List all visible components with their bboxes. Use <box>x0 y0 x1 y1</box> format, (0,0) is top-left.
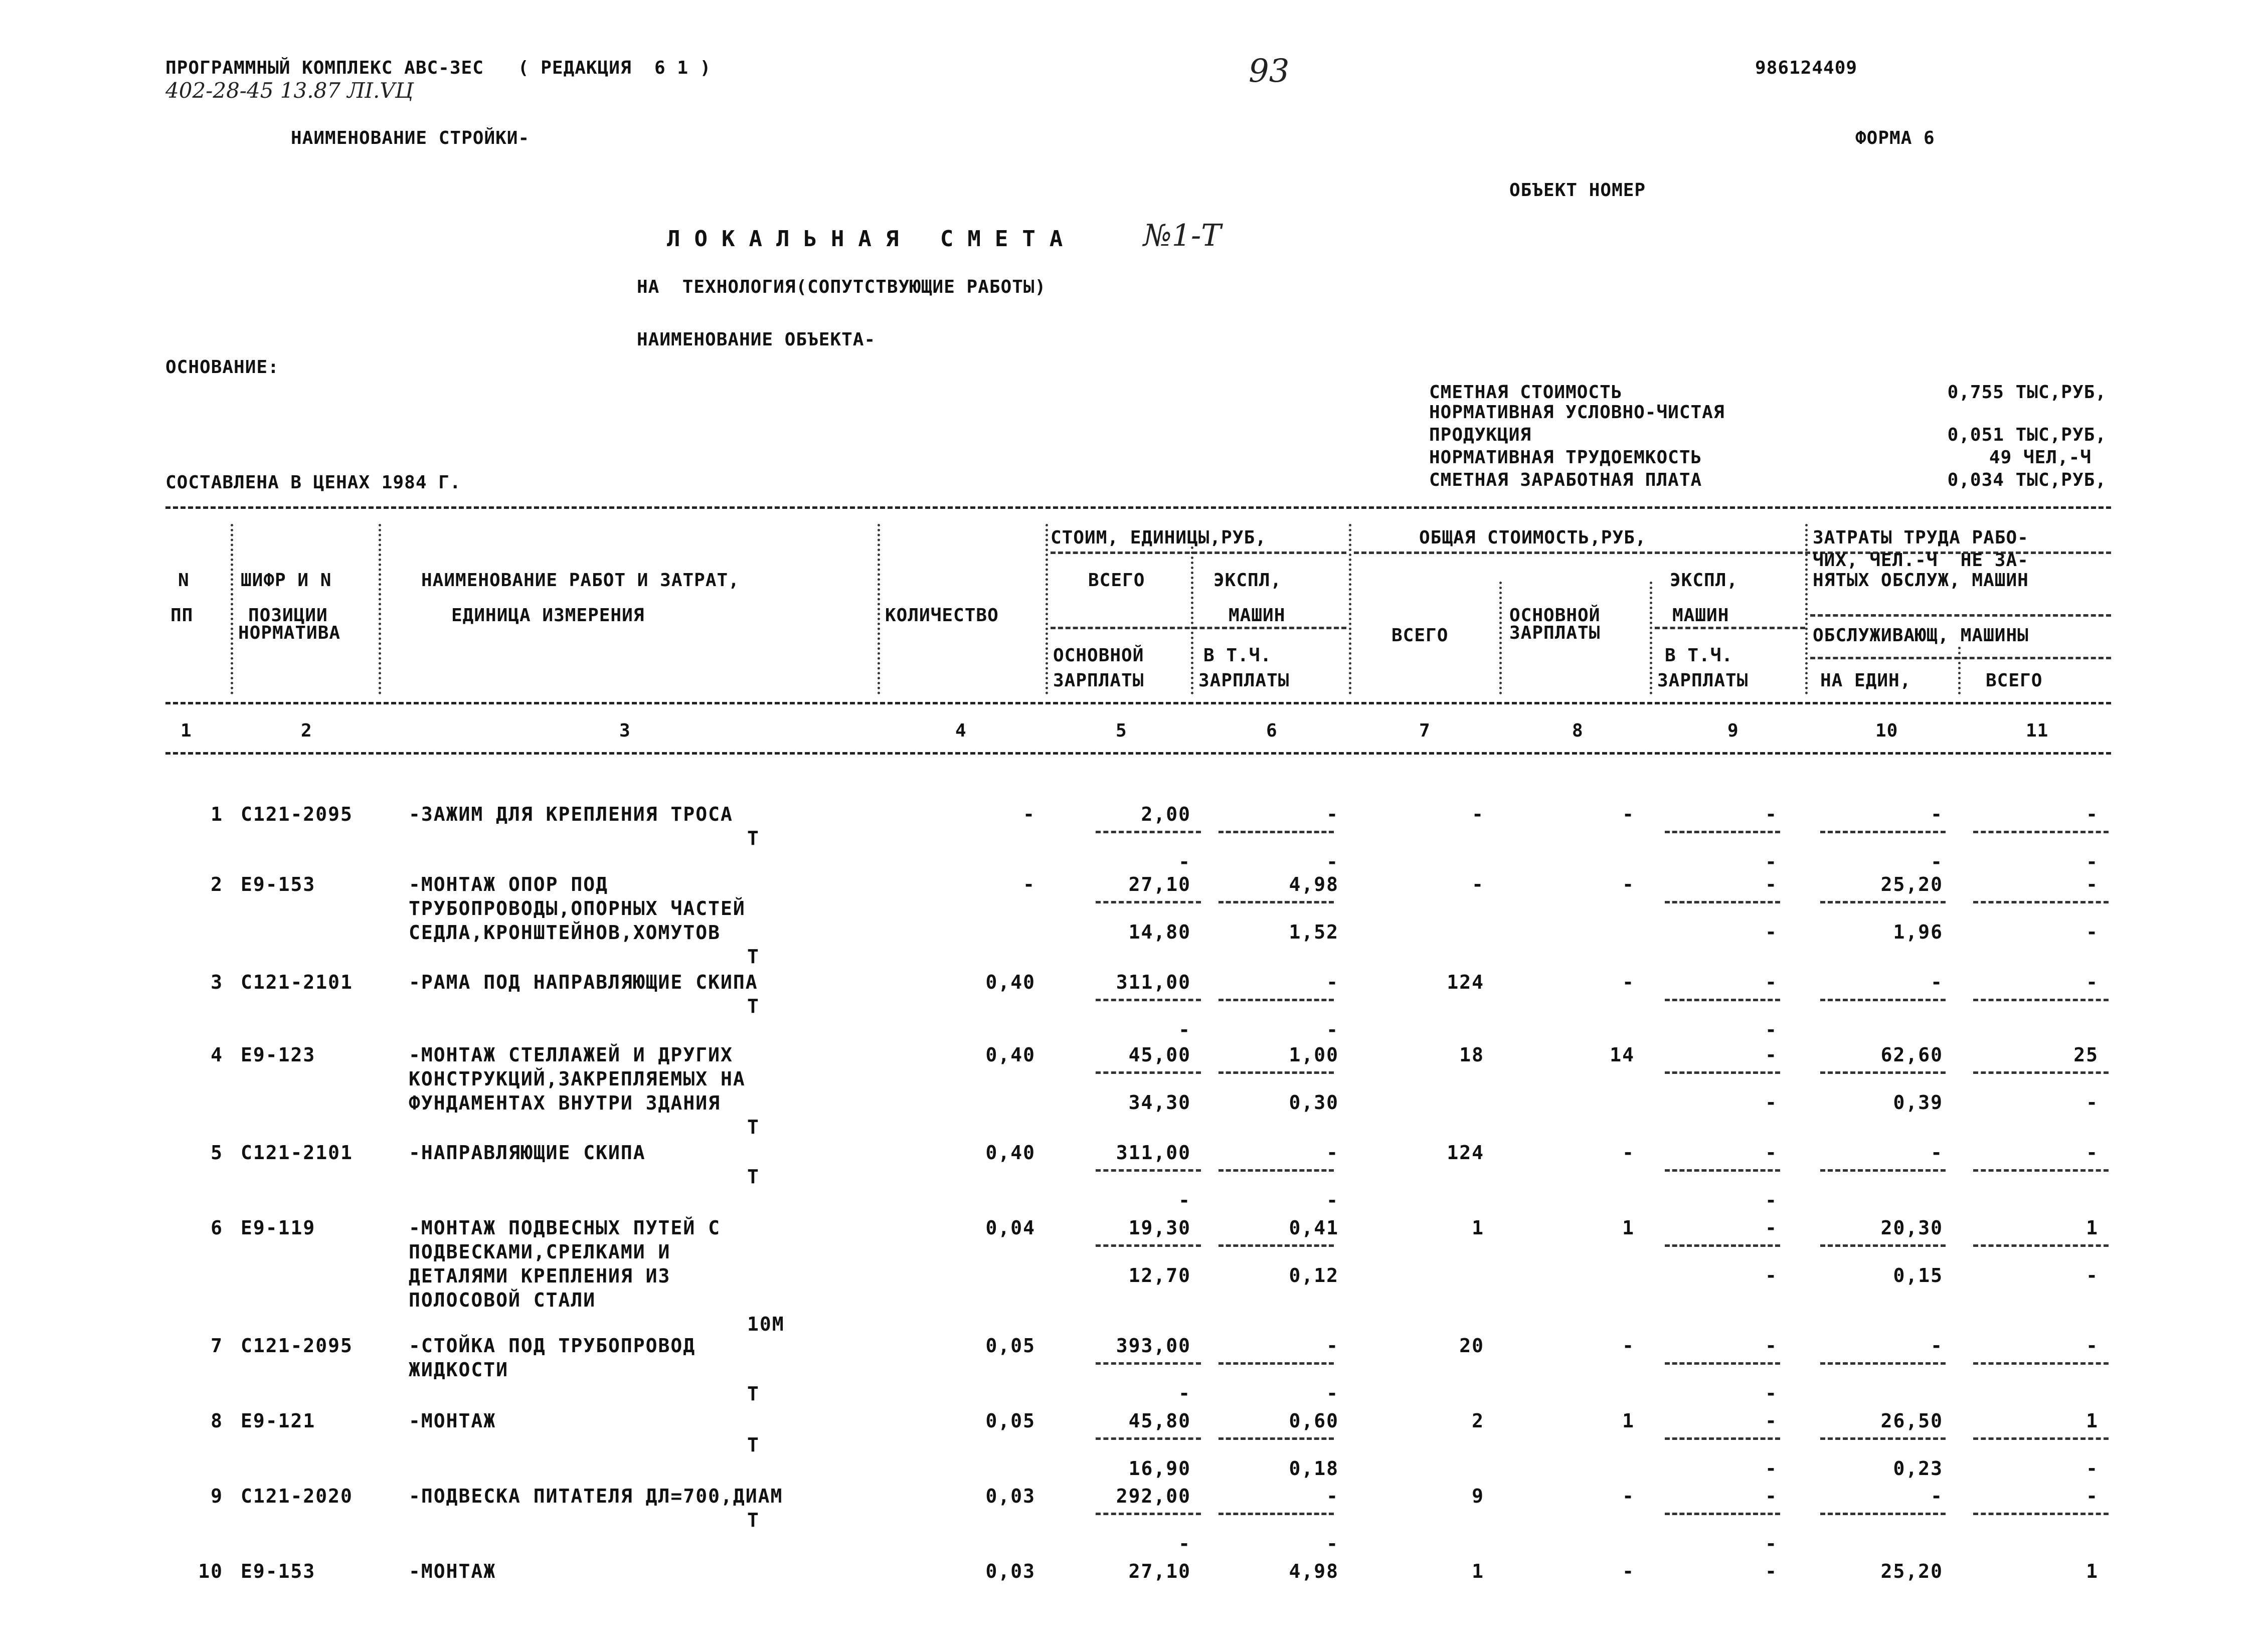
row-labor-unit: 25,20 <box>1880 873 1943 895</box>
row-unit-total: 19,30 <box>1128 1217 1191 1239</box>
row-labor-total-2: - <box>2086 921 2099 943</box>
row-unit-machines: 0,41 <box>1289 1217 1339 1239</box>
row-name-line: ЖИДКОСТИ <box>409 1359 509 1381</box>
row-code: Е9-119 <box>241 1217 316 1239</box>
cell-rule <box>1820 1513 1946 1515</box>
row-total: - <box>1472 803 1484 825</box>
row-labor-unit-2: - <box>1931 851 1943 873</box>
row-unit-machines: - <box>1326 803 1339 825</box>
row-number: 5 <box>211 1142 223 1164</box>
cell-rule <box>1973 1513 2109 1515</box>
prices-label: СОСТАВЛЕНА В ЦЕНАХ 1984 Г. <box>165 472 461 493</box>
row-unit-total: 45,00 <box>1128 1044 1191 1066</box>
row-unit-machines: - <box>1326 1142 1339 1164</box>
row-code: Е9-153 <box>241 873 316 895</box>
row-unit-total: 311,00 <box>1116 1142 1191 1164</box>
number-row-rule <box>165 752 2111 755</box>
col789-group-header: ОБЩАЯ СТОИМОСТЬ,РУБ, <box>1419 527 1647 548</box>
row-unit-total: 27,10 <box>1128 1560 1191 1582</box>
col5-header: ВСЕГО <box>1088 570 1145 591</box>
column-divider <box>878 524 880 694</box>
row-unit-machine-wage: 0,12 <box>1289 1264 1339 1287</box>
row-unit-total: 27,10 <box>1128 873 1191 895</box>
row-labor-unit-2: 0,23 <box>1893 1457 1943 1480</box>
row-unit-machine-wage: 0,18 <box>1289 1457 1339 1480</box>
row-unit: Т <box>747 1383 760 1405</box>
row-labor-total: - <box>2086 971 2099 993</box>
col56-group-header: СТОИМ, ЕДИНИЦЫ,РУБ, <box>1051 527 1267 548</box>
row-unit-machine-wage: - <box>1326 1382 1339 1404</box>
page-number: 93 <box>1249 53 1290 90</box>
row-code: Е9-123 <box>241 1044 316 1066</box>
row-unit-machine-wage: - <box>1326 1189 1339 1211</box>
row-wages: - <box>1622 1485 1635 1507</box>
col6-header: МАШИН <box>1229 605 1286 626</box>
row-name-line: ТРУБОПРОВОДЫ,ОПОРНЫХ ЧАСТЕЙ <box>409 897 746 920</box>
row-code: Е9-121 <box>241 1410 316 1432</box>
row-unit-machine-wage: - <box>1326 851 1339 873</box>
cell-rule <box>1219 1169 1334 1172</box>
row-unit-total: 393,00 <box>1116 1335 1191 1357</box>
row-unit-machine-wage: - <box>1326 1533 1339 1555</box>
handwritten-code: 402-28-45 13.87 ЛI.VЦ <box>165 78 414 103</box>
row-labor-unit: - <box>1931 803 1943 825</box>
row-machine-wage: - <box>1765 1457 1778 1480</box>
col11-header: ВСЕГО <box>1986 670 2043 691</box>
form-label: ФОРМА 6 <box>1855 128 1935 148</box>
summary-label: СМЕТНАЯ СТОИМОСТЬ <box>1429 382 1623 403</box>
row-machines: - <box>1765 1217 1778 1239</box>
row-name-line: -НАПРАВЛЯЮЩИЕ СКИПА <box>409 1142 646 1164</box>
column-divider <box>1191 546 1193 694</box>
row-total: 124 <box>1447 971 1484 993</box>
row-unit: Т <box>747 995 760 1017</box>
header-subrule <box>1655 627 1805 629</box>
row-labor-unit: 25,20 <box>1880 1560 1943 1582</box>
row-quantity: 0,05 <box>985 1410 1035 1432</box>
cell-rule <box>1820 901 1946 903</box>
row-name-line: -ЗАЖИМ ДЛЯ КРЕПЛЕНИЯ ТРОСА <box>409 803 733 825</box>
cell-rule <box>1219 1071 1334 1074</box>
col-number: 3 <box>619 720 631 741</box>
summary-value: 0,755 ТЫС,РУБ, <box>1947 382 2107 403</box>
cell-rule <box>1219 831 1334 833</box>
row-machine-wage: - <box>1765 1019 1778 1041</box>
cell-rule <box>1973 831 2109 833</box>
row-machine-wage: - <box>1765 1264 1778 1287</box>
row-labor-unit: 20,30 <box>1880 1217 1943 1239</box>
summary-label: НОРМАТИВНАЯ УСЛОВНО-ЧИСТАЯ <box>1429 402 1725 423</box>
col5-header: ОСНОВНОЙ <box>1053 645 1144 666</box>
col2-header: НОРМАТИВА <box>238 623 341 643</box>
row-unit-wage: 14,80 <box>1128 921 1191 943</box>
cell-rule <box>1973 1169 2109 1172</box>
row-name-line: -МОНТАЖ <box>409 1560 496 1582</box>
col8-header: ЗАРПЛАТЫ <box>1509 623 1601 643</box>
document-id: 986124409 <box>1755 58 1858 78</box>
cell-rule <box>1096 1169 1201 1172</box>
header-subrule <box>1051 627 1346 629</box>
row-quantity: 0,03 <box>985 1485 1035 1507</box>
col6-header: ЗАРПЛАТЫ <box>1198 670 1290 691</box>
row-number: 3 <box>211 971 223 993</box>
col5-header: ЗАРПЛАТЫ <box>1053 670 1144 691</box>
row-labor-unit: - <box>1931 971 1943 993</box>
col-number: 1 <box>181 720 192 741</box>
row-labor-unit: 62,60 <box>1880 1044 1943 1066</box>
row-number: 8 <box>211 1410 223 1432</box>
cell-rule <box>1820 831 1946 833</box>
row-total: 18 <box>1459 1044 1484 1066</box>
row-number: 10 <box>198 1560 223 1582</box>
col-number: 4 <box>955 720 967 741</box>
summary-value: 49 ЧЕЛ,-Ч <box>1989 447 2092 468</box>
cell-rule <box>1820 1362 1946 1365</box>
row-unit-wage: 34,30 <box>1128 1091 1191 1114</box>
document-subtitle: НА ТЕХНОЛОГИЯ(СОПУТСТВУЮЩИЕ РАБОТЫ) <box>637 277 1047 297</box>
col1011-group-header: ЧИХ, ЧЕЛ.-Ч НЕ ЗА- <box>1813 550 2029 571</box>
row-name-line: -ПОДВЕСКА ПИТАТЕЛЯ ДЛ=700,ДИАМ <box>409 1485 783 1507</box>
row-unit-machines: 1,00 <box>1289 1044 1339 1066</box>
cell-rule <box>1820 999 1946 1001</box>
row-labor-unit-2: 0,15 <box>1893 1264 1943 1287</box>
row-number: 6 <box>211 1217 223 1239</box>
header-subrule <box>1810 614 2111 617</box>
row-unit: Т <box>747 1166 760 1188</box>
row-unit: Т <box>747 1434 760 1456</box>
row-wages: 1 <box>1622 1217 1635 1239</box>
cell-rule <box>1973 1071 2109 1074</box>
cell-rule <box>1096 831 1201 833</box>
row-unit: Т <box>747 946 760 968</box>
col-number: 2 <box>301 720 312 741</box>
row-machine-wage: - <box>1765 1189 1778 1211</box>
row-unit-machine-wage: 1,52 <box>1289 921 1339 943</box>
row-unit-machine-wage: - <box>1326 1019 1339 1041</box>
row-labor-total-2: - <box>2086 1264 2099 1287</box>
row-quantity: 0,05 <box>985 1335 1035 1357</box>
row-machine-wage: - <box>1765 1382 1778 1404</box>
row-number: 7 <box>211 1335 223 1357</box>
cell-rule <box>1665 831 1780 833</box>
column-divider <box>1349 524 1351 694</box>
cell-rule <box>1096 1513 1201 1515</box>
row-labor-total: 1 <box>2086 1560 2099 1582</box>
cell-rule <box>1219 901 1334 903</box>
cell-rule <box>1665 1513 1780 1515</box>
row-total: - <box>1472 873 1484 895</box>
row-code: С121-2095 <box>241 1335 353 1357</box>
program-name: ПРОГРАММНЫЙ КОМПЛЕКС АВС-3ЕС ( РЕДАКЦИЯ 6 1 ) <box>165 58 712 78</box>
row-labor-unit: - <box>1931 1485 1943 1507</box>
row-machines: - <box>1765 971 1778 993</box>
building-name-label: НАИМЕНОВАНИЕ СТРОЙКИ- <box>291 128 530 148</box>
row-labor-total-2: - <box>2086 1457 2099 1480</box>
cell-rule <box>1665 1071 1780 1074</box>
column-divider <box>1958 647 1961 694</box>
row-machines: - <box>1765 1142 1778 1164</box>
row-quantity: 0,04 <box>985 1217 1035 1239</box>
row-unit-machines: 4,98 <box>1289 1560 1339 1582</box>
row-quantity: 0,03 <box>985 1560 1035 1582</box>
col-number: 7 <box>1419 720 1431 741</box>
col-number: 5 <box>1116 720 1127 741</box>
col10-header: НА ЕДИН, <box>1820 670 1911 691</box>
row-unit: Т <box>747 827 760 849</box>
row-wages: - <box>1622 971 1635 993</box>
row-machines: - <box>1765 873 1778 895</box>
object-number-label: ОБЪЕКТ НОМЕР <box>1509 180 1646 201</box>
row-name-line: -СТОЙКА ПОД ТРУБОПРОВОД <box>409 1335 696 1357</box>
col1011-group-header: ЗАТРАТЫ ТРУДА РАБО- <box>1813 527 2029 548</box>
row-unit-wage: - <box>1178 1189 1191 1211</box>
row-total: 1 <box>1472 1560 1484 1582</box>
col7-header: ВСЕГО <box>1391 625 1449 646</box>
col6-header: ЭКСПЛ, <box>1213 570 1282 591</box>
row-unit-total: 2,00 <box>1141 803 1191 825</box>
cell-rule <box>1096 999 1201 1001</box>
row-labor-total-2: - <box>2086 1091 2099 1114</box>
row-unit-wage: - <box>1178 1382 1191 1404</box>
row-machines: - <box>1765 1560 1778 1582</box>
row-labor-total: - <box>2086 1142 2099 1164</box>
cell-rule <box>1820 1071 1946 1074</box>
row-name-line: -МОНТАЖ <box>409 1410 496 1432</box>
row-wages: 1 <box>1622 1410 1635 1432</box>
row-unit-machines: - <box>1326 1485 1339 1507</box>
col9-header: ЗАРПЛАТЫ <box>1657 670 1749 691</box>
row-name-line: ПОДВЕСКАМИ,СРЕЛКАМИ И <box>409 1241 671 1263</box>
header-subrule <box>1051 552 1346 554</box>
row-machines: - <box>1765 1485 1778 1507</box>
col3-header: ЕДИНИЦА ИЗМЕРЕНИЯ <box>451 605 645 626</box>
summary-value: 0,051 ТЫС,РУБ, <box>1947 425 2107 445</box>
row-labor-total: - <box>2086 1485 2099 1507</box>
row-labor-unit: - <box>1931 1142 1943 1164</box>
object-name-label: НАИМЕНОВАНИЕ ОБЪЕКТА- <box>637 329 876 350</box>
cell-rule <box>1096 1437 1201 1440</box>
row-labor-total-2: - <box>2086 851 2099 873</box>
row-name-line: ПОЛОСОВОЙ СТАЛИ <box>409 1289 596 1311</box>
row-wages: - <box>1622 873 1635 895</box>
row-wages: 14 <box>1610 1044 1635 1066</box>
column-divider <box>231 524 233 694</box>
row-code: С121-2101 <box>241 1142 353 1164</box>
cell-rule <box>1973 1244 2109 1247</box>
col1011-sub-header: ОБСЛУЖИВАЮЩ, МАШИНЫ <box>1813 625 2029 646</box>
row-unit-machine-wage: 0,30 <box>1289 1091 1339 1114</box>
row-machine-wage: - <box>1765 1091 1778 1114</box>
basis-label: ОСНОВАНИЕ: <box>165 357 279 378</box>
row-unit-machines: 4,98 <box>1289 873 1339 895</box>
col6-header: В Т.Ч. <box>1203 645 1272 666</box>
col9-header: МАШИН <box>1672 605 1729 626</box>
cell-rule <box>1219 1362 1334 1365</box>
row-unit: Т <box>747 1116 760 1138</box>
row-unit-wage: - <box>1178 1533 1191 1555</box>
col2-header: ПОЗИЦИИ <box>248 605 328 626</box>
row-name-line: КОНСТРУКЦИЙ,ЗАКРЕПЛЯЕМЫХ НА <box>409 1068 746 1090</box>
cell-rule <box>1096 901 1201 903</box>
summary-label: НОРМАТИВНАЯ ТРУДОЕМКОСТЬ <box>1429 447 1702 468</box>
row-unit-machines: 0,60 <box>1289 1410 1339 1432</box>
cell-rule <box>1665 901 1780 903</box>
row-number: 1 <box>211 803 223 825</box>
row-name-line: -МОНТАЖ ПОДВЕСНЫХ ПУТЕЙ С <box>409 1217 721 1239</box>
row-labor-unit-2: 1,96 <box>1893 921 1943 943</box>
cell-rule <box>1665 1244 1780 1247</box>
row-name-line: ФУНДАМЕНТАХ ВНУТРИ ЗДАНИЯ <box>409 1092 721 1114</box>
row-unit: Т <box>747 1509 760 1531</box>
row-unit-total: 292,00 <box>1116 1485 1191 1507</box>
row-quantity: - <box>1023 873 1035 895</box>
col1-header: N <box>178 570 190 591</box>
col4-header: КОЛИЧЕСТВО <box>885 605 999 626</box>
row-machines: - <box>1765 1044 1778 1066</box>
row-machines: - <box>1765 1335 1778 1357</box>
row-machines: - <box>1765 1410 1778 1432</box>
cell-rule <box>1820 1437 1946 1440</box>
column-divider <box>1805 524 1808 694</box>
summary-label: ПРОДУКЦИЯ <box>1429 425 1532 445</box>
cell-rule <box>1096 1244 1201 1247</box>
col9-header: В Т.Ч. <box>1665 645 1733 666</box>
row-wages: - <box>1622 803 1635 825</box>
cell-rule <box>1973 901 2109 903</box>
row-unit-total: 311,00 <box>1116 971 1191 993</box>
title-handwritten-number: №1-Т <box>1143 218 1222 253</box>
col3-header: НАИМЕНОВАНИЕ РАБОТ И ЗАТРАТ, <box>421 570 740 591</box>
col9-header: ЭКСПЛ, <box>1670 570 1738 591</box>
row-machines: - <box>1765 803 1778 825</box>
row-name-line: -РАМА ПОД НАПРАВЛЯЮЩИЕ СКИПА <box>409 971 758 993</box>
document-title: ЛОКАЛЬНАЯ СМЕТА <box>667 226 1077 252</box>
row-quantity: 0,40 <box>985 1044 1035 1066</box>
header-top-rule <box>165 506 2111 509</box>
cell-rule <box>1820 1244 1946 1247</box>
row-number: 4 <box>211 1044 223 1066</box>
row-total: 2 <box>1472 1410 1484 1432</box>
cell-rule <box>1665 999 1780 1001</box>
row-total: 1 <box>1472 1217 1484 1239</box>
row-name-line: -МОНТАЖ СТЕЛЛАЖЕЙ И ДРУГИХ <box>409 1044 733 1066</box>
row-number: 9 <box>211 1485 223 1507</box>
header-subrule <box>1810 657 2111 659</box>
row-unit-total: 45,80 <box>1128 1410 1191 1432</box>
row-code: С121-2101 <box>241 971 353 993</box>
row-quantity: 0,40 <box>985 1142 1035 1164</box>
cell-rule <box>1973 1437 2109 1440</box>
cell-rule <box>1096 1362 1201 1365</box>
cell-rule <box>1973 999 2109 1001</box>
col-number: 6 <box>1266 720 1278 741</box>
row-wages: - <box>1622 1335 1635 1357</box>
row-wages: - <box>1622 1560 1635 1582</box>
row-code: С121-2020 <box>241 1485 353 1507</box>
row-machine-wage: - <box>1765 1533 1778 1555</box>
row-code: С121-2095 <box>241 803 353 825</box>
column-divider <box>1499 582 1502 694</box>
row-unit: 10М <box>747 1313 785 1335</box>
cell-rule <box>1096 1071 1201 1074</box>
column-divider <box>1046 524 1048 694</box>
row-quantity: 0,40 <box>985 971 1035 993</box>
col2-header: ШИФР И N <box>241 570 332 591</box>
col1-header: ПП <box>170 605 194 626</box>
cell-rule <box>1219 999 1334 1001</box>
summary-label: СМЕТНАЯ ЗАРАБОТНАЯ ПЛАТА <box>1429 470 1702 490</box>
row-labor-total: 1 <box>2086 1217 2099 1239</box>
summary-value: 0,034 ТЫС,РУБ, <box>1947 470 2107 490</box>
cell-rule <box>1665 1362 1780 1365</box>
cell-rule <box>1219 1513 1334 1515</box>
row-wages: - <box>1622 1142 1635 1164</box>
cell-rule <box>1219 1244 1334 1247</box>
row-labor-total: - <box>2086 803 2099 825</box>
col-number: 10 <box>1875 720 1898 741</box>
column-divider <box>379 524 381 694</box>
col8-header: ОСНОВНОЙ <box>1509 605 1601 626</box>
column-divider <box>1650 582 1652 694</box>
col-number: 9 <box>1727 720 1739 741</box>
cell-rule <box>1973 1362 2109 1365</box>
row-unit-wage: 16,90 <box>1128 1457 1191 1480</box>
row-labor-unit-2: 0,39 <box>1893 1091 1943 1114</box>
cell-rule <box>1820 1169 1946 1172</box>
row-unit-wage: - <box>1178 1019 1191 1041</box>
cell-rule <box>1665 1169 1780 1172</box>
col-number: 11 <box>2026 720 2049 741</box>
row-labor-unit: - <box>1931 1335 1943 1357</box>
col1011-group-header: НЯТЫХ ОБСЛУЖ, МАШИН <box>1813 570 2029 591</box>
col-number: 8 <box>1572 720 1584 741</box>
header-bottom-rule <box>165 702 2111 704</box>
row-labor-total: - <box>2086 873 2099 895</box>
row-machine-wage: - <box>1765 851 1778 873</box>
row-machine-wage: - <box>1765 921 1778 943</box>
row-unit-wage: - <box>1178 851 1191 873</box>
row-quantity: - <box>1023 803 1035 825</box>
row-labor-total: 25 <box>2073 1044 2099 1066</box>
row-unit-machines: - <box>1326 971 1339 993</box>
row-number: 2 <box>211 873 223 895</box>
row-name-line: ДЕТАЛЯМИ КРЕПЛЕНИЯ ИЗ <box>409 1265 671 1287</box>
row-total: 124 <box>1447 1142 1484 1164</box>
row-name-line: СЕДЛА,КРОНШТЕЙНОВ,ХОМУТОВ <box>409 922 721 944</box>
cell-rule <box>1665 1437 1780 1440</box>
row-unit-wage: 12,70 <box>1128 1264 1191 1287</box>
row-labor-unit: 26,50 <box>1880 1410 1943 1432</box>
row-total: 9 <box>1472 1485 1484 1507</box>
row-name-line: -МОНТАЖ ОПОР ПОД <box>409 873 609 895</box>
row-unit-machines: - <box>1326 1335 1339 1357</box>
row-total: 20 <box>1459 1335 1484 1357</box>
row-code: Е9-153 <box>241 1560 316 1582</box>
row-labor-total: 1 <box>2086 1410 2099 1432</box>
row-labor-total: - <box>2086 1335 2099 1357</box>
cell-rule <box>1219 1437 1334 1440</box>
